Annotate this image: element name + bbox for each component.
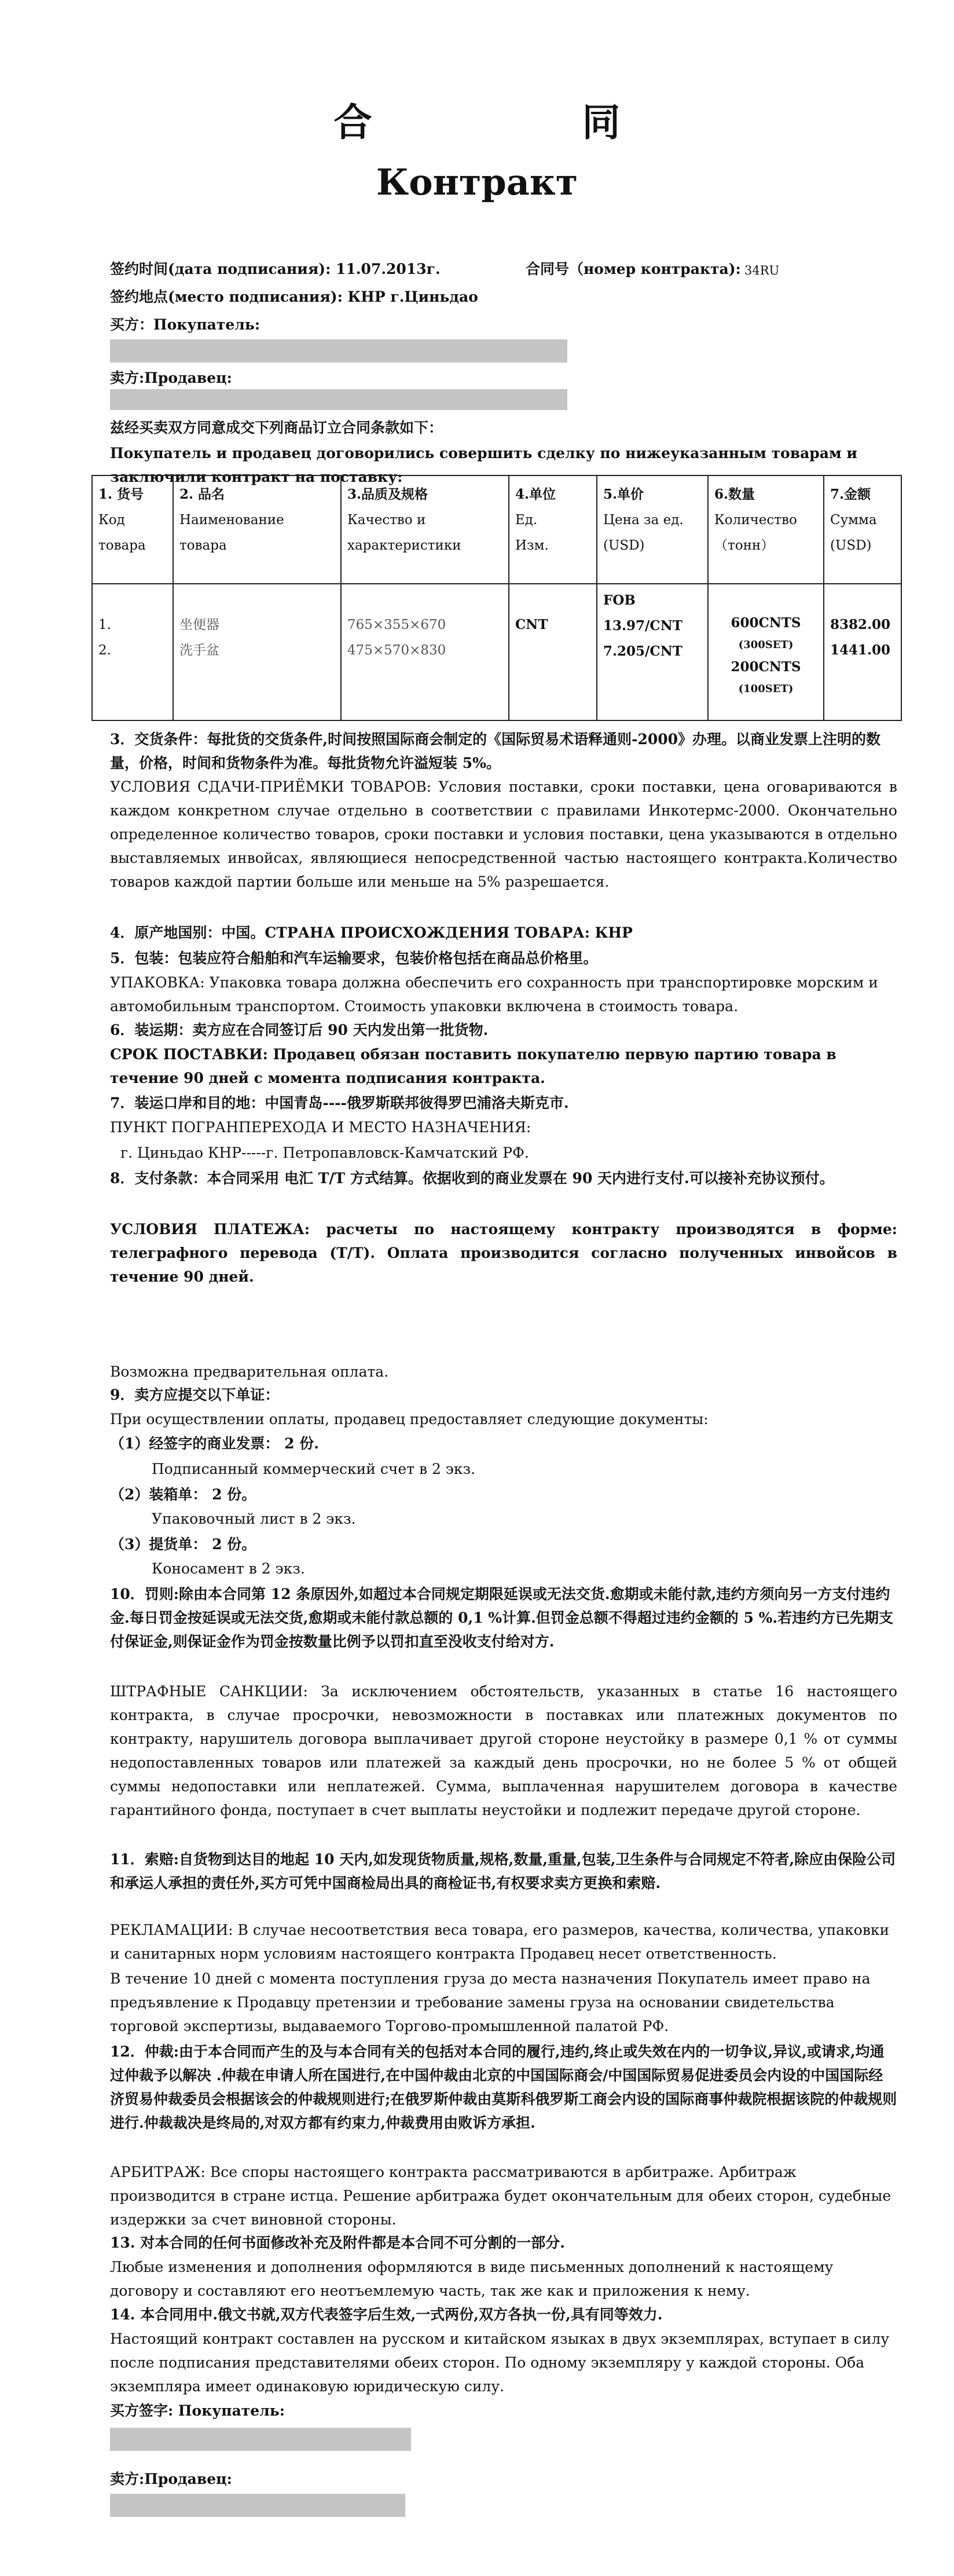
clause-12-ru: АРБИТРАЖ: Все споры настоящего контракта рассматриваются в арбитраже. Арбитраж производится в стране истца. Решение арбитража будет окончательным для обеих сторон, судебные издержки за счет виновной стороны. xyxy=(110,2164,891,2228)
buyer-label: 买方：Покупатель: xyxy=(110,316,260,333)
cell-unit: CNT xyxy=(509,584,597,720)
seller-label: 卖方:Продавец: xyxy=(110,369,232,386)
clause-9-item-3: （3）提货单： 2 份。 xyxy=(110,1536,256,1553)
table-row xyxy=(92,584,901,720)
clause-9-cn: 9．卖方应提交以下单证： xyxy=(110,1386,280,1403)
clause-7-ru-1: ПУНКТ ПОГРАНПЕРЕХОДА И МЕСТО НАЗНАЧЕНИЯ: xyxy=(110,1119,531,1136)
header-amount: 7.金额 Сумма (USD) xyxy=(824,475,901,584)
clause-10-ru: ШТРАФНЫЕ САНКЦИИ: За исключением обстоятельств, указанных в статье 16 настоящего контракта, в случае просрочки, невозможности в поставках или платежных документов по контракту, нарушитель договора выплачивает другой стороне неустойку в размере 0,1 % от суммы недопоставленных товаров или платежей за каждый день просрочки, но не более 5 % от общей суммы недопоставки или неплатежей. Сумма, выплаченная нарушителем договора в качестве гарантийного фонда, поступает в счет выплаты неустойки и подлежит передаче другой стороне. xyxy=(110,1683,897,1818)
contract-number-value: 34RU xyxy=(744,264,780,277)
clause-9-item-1: （1）经签字的商业发票： 2 份. xyxy=(110,1435,319,1452)
goods-table xyxy=(91,475,902,721)
header-code: 1. 货号 Код товара xyxy=(92,475,173,584)
clause-5-ru: УПАКОВКА: Упаковка товара должна обеспечить его сохранность при транспортировке морским и автомобильным транспортом. Стоимость упаковки включена в стоимость товара. xyxy=(110,974,878,1015)
clause-13-ru: Любые изменения и дополнения оформляются в виде письменных дополнений к настоящему договору и составляют его неотъемлемую часть, так же как и приложения к нему. xyxy=(110,2259,834,2299)
title-chinese: 合 同 xyxy=(333,100,719,145)
cell-quantities: 600CNTS (300SET) 200CNTS (100SET) xyxy=(708,584,824,720)
clause-9-item-2-ru: Упаковочный лист в 2 экз. xyxy=(152,1510,356,1527)
clause-10-cn: 10．罚则:除由本合同第 12 条原因外,如超过本合同规定期限延误或无法交货.愈期或未能付款,违约方须向另一方支付违约金.每日罚金按延误或无法交货,愈期或未能付款总额的 0,1 %计算.但罚金总额不得超过违约金额的 5 %.若违约方已先期支付保证金,则保证金作为罚金按数量比例予以罚扣直至没收支付给对方. xyxy=(110,1586,894,1650)
signature-buyer-label: 买方签字: Покупатель: xyxy=(110,2402,285,2419)
clause-3-ru: УСЛОВИЯ СДАЧИ-ПРИЁМКИ ТОВАРОВ: Условия поставки, сроки поставки, цена оговариваются в каждом конкретном случае отдельно в соответствии с правилами Инкотермс-2000. Окончательно определенное количество товаров, сроки поставки и условия поставки, цена указываются в отдельно выставляемых инвойсах, являющиеся непосредственной частью настоящего контракта.Количество товаров каждой партии больше или меньше на 5% разрешается. xyxy=(110,778,897,890)
sign-place: 签约地点(место подписания): КНР г.Циньдао xyxy=(110,288,478,305)
clause-11-ru-1: РЕКЛАМАЦИИ: В случае несоответствия веса товара, его размеров, качества, количества, упаковки и санитарных норм условиям настоящего контракта Продавец несет ответственность. xyxy=(110,1922,890,1962)
header-unit: 4.单位 Ед. Изм. xyxy=(509,475,597,584)
clause-8-ru: УСЛОВИЯ ПЛАТЕЖА: расчеты по настоящему контракту производятся в форме: телеграфного перевода (Т/Т). Оплата производится согласно полученных инвойсов в течение 90 дней. xyxy=(110,1221,897,1285)
clause-3-cn: 3．交货条件：每批货的交货条件,时间按照国际商会制定的《国际贸易术语释通则-2000》办理。以商业发票上注明的数量，价格，时间和货物条件为准。每批货物允许溢短装 5%。 xyxy=(110,731,881,771)
redacted-buyer-signature xyxy=(110,2428,411,2451)
header-price: 5.单价 Цена за ед. (USD) xyxy=(597,475,708,584)
clause-14-cn: 14. 本合同用中.俄文书就,双方代表签字后生效,一式两份,双方各执一份,具有同等效力. xyxy=(110,2306,663,2323)
header-quality: 3.品质及规格 Качество и характеристики xyxy=(341,475,509,584)
table-header-row xyxy=(92,475,901,584)
clause-11-ru-2: В течение 10 дней с момента поступления груза до места назначения Покупатель имеет право на предъявление к Продавцу претензии и требование замены груза на основании свидетельства торговой экспертизы, выдаваемого Торгово-промышленной палатой РФ. xyxy=(110,1970,871,2035)
cell-prices: FOB 13.97/CNT 7.205/CNT xyxy=(597,584,708,720)
clause-9-item-3-ru: Коносамент в 2 экз. xyxy=(152,1560,305,1577)
intro-chinese: 兹经买卖双方同意成交下列商品订立合同条款如下： xyxy=(110,419,443,436)
clause-13-cn: 13. 对本合同的任何书面修改补充及附件都是本合同不可分割的一部分. xyxy=(110,2234,565,2251)
clause-14-ru: Настоящий контракт составлен на русском и китайском языках в двух экземплярах, вступает в силу после подписания представителями обеих сторон. По одному экземпляру у каждой стороны. Оба экземпляра имеет одинаковую юридическую силу. xyxy=(110,2330,890,2395)
cell-names: 坐便器 洗手盆 xyxy=(173,584,341,720)
contract-number-label: 合同号（номер контракта): xyxy=(526,261,741,277)
cell-amounts: 8382.00 1441.00 xyxy=(824,584,901,720)
clause-7-ru-2: г. Циньдао КНР-----г. Петропавловск-Камчатский РФ. xyxy=(120,1144,529,1161)
clause-4: 4．原产地国别：中国。СТРАНА ПРОИСХОЖДЕНИЯ ТОВАРА: КНР xyxy=(110,924,633,941)
cell-specs: 765×355×670 475×570×830 xyxy=(341,584,509,720)
redacted-seller xyxy=(110,389,567,410)
header-name: 2. 品名 Наименование товара xyxy=(173,475,341,584)
clause-9-ru: При осуществлении оплаты, продавец предоставляет следующие документы: xyxy=(110,1411,709,1428)
header-quantity: 6.数量 Количество （тонн） xyxy=(708,475,824,584)
clause-11-cn: 11．索赔:自货物到达目的地起 10 天内,如发现货物质量,规格,数量,重量,包装,卫生条件与合同规定不符者,除应由保险公司和承运人承担的责任外,买方可凭中国商检局出具的商检证书,有权要求卖方更换和索赔. xyxy=(110,1851,896,1891)
clause-6-cn: 6．装运期：卖方应在合同签订后 90 天内发出第一批货物. xyxy=(110,1022,489,1038)
redacted-seller-signature xyxy=(110,2494,405,2517)
clause-6-ru: СРОК ПОСТАВКИ: Продавец обязан поставить покупателю первую партию товара в течение 90 дней с момента подписания контракта. xyxy=(110,1046,836,1086)
clause-7-cn: 7．装运口岸和目的地：中国青岛----俄罗斯联邦彼得罗巴浦洛夫斯克市. xyxy=(110,1095,569,1111)
title-russian: Контракт xyxy=(376,161,578,203)
sign-time: 签约时间(дата подписания): 11.07.2013г. xyxy=(110,261,441,277)
clause-9-item-1-ru: Подписанный коммерческий счет в 2 экз. xyxy=(152,1461,476,1477)
cell-codes: 1. 2. xyxy=(92,584,173,720)
clause-12-cn: 12．仲裁:由于本合同而产生的及与本合同有关的包括对本合同的履行,违约,终止或失效在内的一切争议,异议,或请求,均通过仲裁予以解决 .仲裁在申请人所在国进行,在中国仲裁由北京的中国国际商会/中国国际贸易促进委员会内设的中国国际经济贸易仲裁委员会根据该会的仲裁规则进行;在俄罗斯仲裁由莫斯科俄罗斯工商会内设的国际商事仲裁院根据该院的仲裁规则进行.仲裁裁决是终局的,对双方都有约束力,仲裁费用由败诉方承担. xyxy=(110,2043,897,2131)
intro-russian: Покупатель и продавец договорились совершить сделку по нижеуказанным товарам и заключили контракт на поставку: xyxy=(110,445,857,485)
signature-seller-label: 卖方:Продавец: xyxy=(110,2471,232,2487)
clause-9-item-2: （2）装箱单： 2 份。 xyxy=(110,1486,256,1503)
redacted-buyer xyxy=(110,339,567,363)
clause-5-cn: 5．包装：包装应符合船舶和汽车运输要求，包装价格包括在商品总价格里。 xyxy=(110,950,598,967)
clause-8-ru-2: Возможна предварительная оплата. xyxy=(110,1363,389,1380)
clause-8-cn: 8．支付条款：本合同采用 电汇 T/T 方式结算。依据收到的商业发票在 90 天内进行支付.可以接补充协议预付。 xyxy=(110,1170,834,1187)
